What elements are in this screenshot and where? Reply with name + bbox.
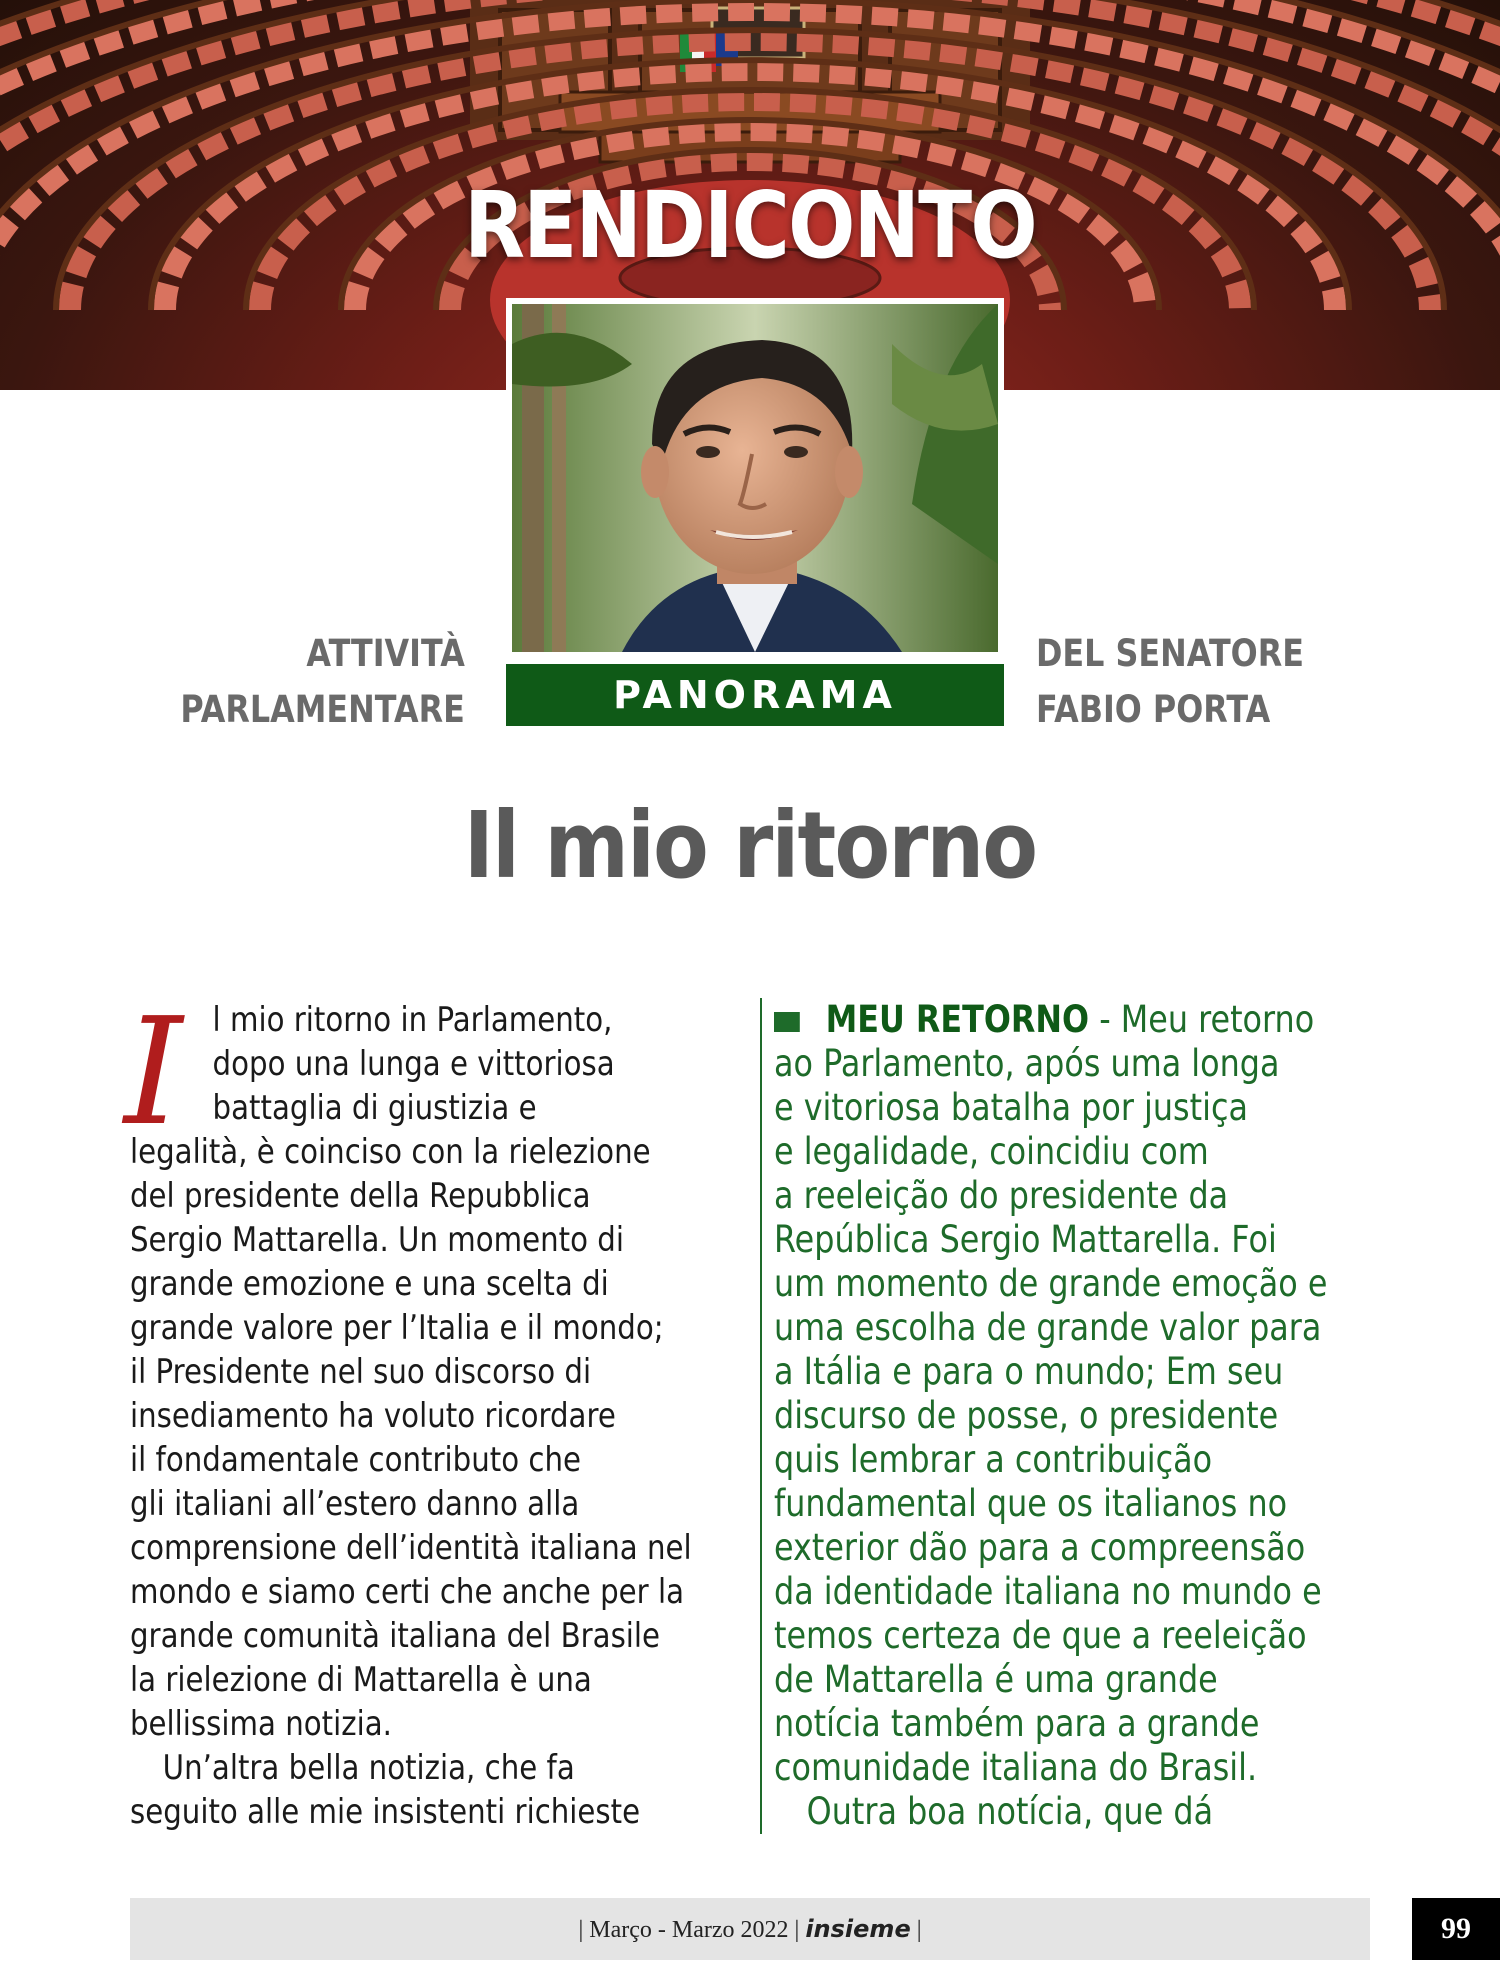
portuguese-line: quis lembrar a contribuição: [774, 1438, 1213, 1481]
portuguese-line: a reeleição do presidente da: [774, 1174, 1229, 1217]
kicker-left-line-1: ATTIVITÀ: [306, 632, 465, 675]
kicker-left-line-2: PARLAMENTARE: [180, 688, 465, 731]
portrait-illustration: [512, 304, 998, 652]
italian-line: bellissima notizia.: [130, 1704, 392, 1744]
portuguese-line: de Mattarella é uma grande: [774, 1658, 1218, 1701]
portuguese-lead-line: [774, 998, 1327, 1042]
portuguese-line: exterior dão para a compreensão: [774, 1526, 1306, 1569]
column-divider: [760, 998, 762, 1834]
italian-line: battaglia di giustizia e: [212, 1088, 537, 1128]
portuguese-line: temos certeza de que a reeleição: [774, 1614, 1307, 1657]
portuguese-line: uma escolha de grande valor para: [774, 1306, 1322, 1349]
lead-text: - Meu retorno: [1089, 998, 1315, 1041]
article-headline: Il mio ritorno: [463, 792, 1037, 899]
italian-line: mondo e siamo certi che anche per la: [130, 1572, 685, 1612]
drop-cap: I: [124, 986, 183, 1158]
portuguese-line: fundamental que os italianos no: [774, 1482, 1288, 1525]
italian-column: [130, 998, 692, 1834]
italian-line: legalità, è coinciso con la rielezione: [130, 1132, 651, 1172]
footer-date: | Março - Marzo 2022 |: [578, 1917, 806, 1943]
magazine-brand: insieme: [805, 1915, 911, 1943]
portuguese-line: e legalidade, coincidiu com: [774, 1130, 1209, 1173]
page-number: 99: [1412, 1898, 1500, 1960]
portuguese-line: notícia também para a grande: [774, 1702, 1260, 1745]
italian-line: Un’altra bella notizia, che fa: [162, 1748, 575, 1788]
kicker-right-line-2: FABIO PORTA: [1036, 688, 1271, 731]
portuguese-line: ao Parlamento, após uma longa: [774, 1042, 1280, 1085]
italian-line: grande emozione e una scelta di: [130, 1264, 609, 1304]
portuguese-line: e vitoriosa batalha por justiça: [774, 1086, 1248, 1129]
page-footer: [130, 1898, 1370, 1960]
portuguese-line: da identidade italiana no mundo e: [774, 1570, 1322, 1613]
kicker-right-line-1: DEL SENATORE: [1036, 632, 1304, 675]
italian-line: grande comunità italiana del Brasile: [130, 1616, 661, 1656]
italian-line: la rielezione di Mattarella è una: [130, 1660, 592, 1700]
italian-line: del presidente della Repubblica: [130, 1176, 591, 1216]
italian-line: l mio ritorno in Parlamento,: [212, 1000, 613, 1040]
lead-square-icon: [774, 1012, 800, 1032]
rubric-title: RENDICONTO: [464, 172, 1036, 279]
italian-line: il fondamentale contributo che: [130, 1440, 581, 1480]
lead-heading: MEU RETORNO: [825, 998, 1090, 1041]
italian-line: grande valore per l’Italia e il mondo;: [130, 1308, 664, 1348]
portuguese-line: a Itália e para o mundo; Em seu: [774, 1350, 1284, 1393]
portuguese-column: [774, 998, 1327, 1834]
italian-line: seguito alle mie insistenti richieste: [130, 1792, 641, 1832]
italian-line: Sergio Mattarella. Un momento di: [130, 1220, 624, 1260]
section-banner: PANORAMA: [506, 664, 1004, 726]
kicker-right: [1036, 626, 1304, 738]
portuguese-line: República Sergio Mattarella. Foi: [774, 1218, 1277, 1261]
portuguese-line: comunidade italiana do Brasil.: [774, 1746, 1258, 1789]
footer-sep: |: [910, 1917, 922, 1943]
italian-line: insediamento ha voluto ricordare: [130, 1396, 616, 1436]
senator-portrait: [506, 298, 1004, 658]
portuguese-line: discurso de posse, o presidente: [774, 1394, 1279, 1437]
italian-line: gli italiani all’estero danno alla: [130, 1484, 580, 1524]
kicker-left: [180, 626, 465, 738]
italian-line: il Presidente nel suo discorso di: [130, 1352, 592, 1392]
italian-line: dopo una lunga e vittoriosa: [212, 1044, 615, 1084]
italian-line: comprensione dell’identità italiana nel: [130, 1528, 692, 1568]
portuguese-line: Outra boa notícia, que dá: [806, 1790, 1214, 1833]
portuguese-line: um momento de grande emoção e: [774, 1262, 1328, 1305]
